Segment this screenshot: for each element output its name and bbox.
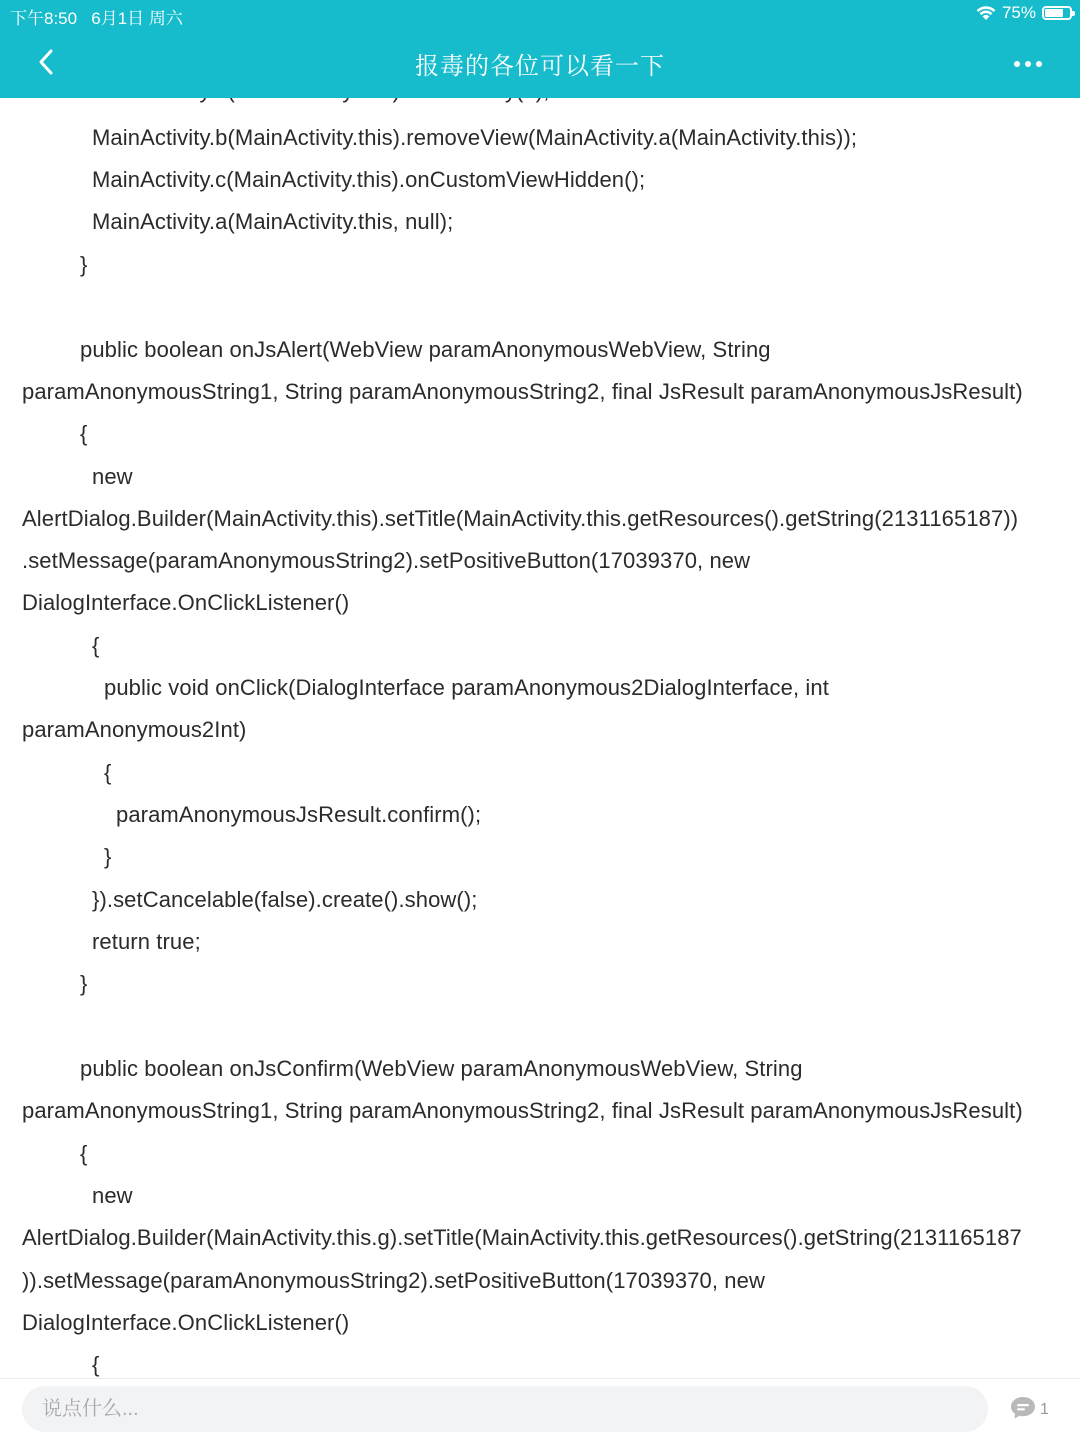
code-line: { [80,1141,88,1166]
code-line: )).setMessage(paramAnonymousString2).setPositiveButton(17039370, new [22,1268,765,1293]
comment-bar [0,1378,1080,1441]
code-line: { [92,1352,100,1377]
code-line: MainActivity.b(MainActivity.this).removeView(MainActivity.a(MainActivity.this)); [92,125,858,150]
code-line: return true; [92,929,201,954]
code-line: DialogInterface.OnClickListener() [22,1310,350,1335]
battery-fill [1045,9,1063,17]
comment-button[interactable] [1010,1394,1070,1426]
code-line: public void onClick(DialogInterface paramAnonymous2DialogInterface, int [104,675,829,700]
code-line: } [80,252,88,277]
code-line: paramAnonymous2Int) [22,717,247,742]
battery-icon [1042,6,1072,20]
status-date: 6月1日 周六 [91,9,183,28]
app-header [0,0,1080,98]
code-line: MainActivity.a(MainActivity.this, null); [92,209,454,234]
more-dots-icon [1025,61,1031,67]
code-line: AlertDialog.Builder(MainActivity.this.g).setTitle(MainActivity.this.getResources().getString(2131165187 [22,1225,1022,1250]
status-left [10,4,183,29]
article-content [0,98,1080,1378]
wifi-icon [976,5,996,21]
more-dots-icon [1036,61,1042,67]
comment-bubble-icon [1010,1396,1036,1425]
code-line: } [80,971,88,996]
code-line: paramAnonymousJsResult.confirm(); [116,802,482,827]
page-title: 报毒的各位可以看一下 [415,53,665,80]
more-dots-icon [1014,61,1020,67]
battery-percent: 75% [1001,3,1036,22]
code-line: public boolean onJsConfirm(WebView paramAnonymousWebView, String [80,1056,803,1081]
code-line: MainActivity.c(MainActivity.this).onCustomViewHidden(); [92,167,646,192]
nav-bar [0,30,1080,98]
chevron-left-icon [37,48,55,81]
more-button[interactable] [1000,44,1056,84]
back-button[interactable] [24,42,68,86]
code-line: { [92,633,100,658]
code-line: new [92,464,133,489]
code-line: AlertDialog.Builder(MainActivity.this).setTitle(MainActivity.this.getResources().getString(2131165187)) [22,506,1019,531]
battery-tip [1072,11,1075,16]
code-line: }).setCancelable(false).create().show(); [92,887,478,912]
comment-count: 1 [1040,1401,1049,1418]
code-line: public boolean onJsAlert(WebView paramAnonymousWebView, String [80,337,771,362]
status-bar [0,0,1080,30]
comment-input[interactable] [22,1386,988,1432]
code-line: { [80,421,88,446]
code-line: .setMessage(paramAnonymousString2).setPositiveButton(17039370, new [22,548,751,573]
status-right [976,3,1072,23]
code-line: } [104,844,112,869]
code-line: paramAnonymousString1, String paramAnonymousString2, final JsResult paramAnonymousJsResult) [22,1098,1023,1123]
code-line: DialogInterface.OnClickListener() [22,590,350,615]
code-line: { [104,760,112,785]
status-time: 下午8:50 [10,9,78,28]
code-line: paramAnonymousString1, String paramAnonymousString2, final JsResult paramAnonymousJsResult) [22,379,1023,404]
code-line: new [92,1183,133,1208]
